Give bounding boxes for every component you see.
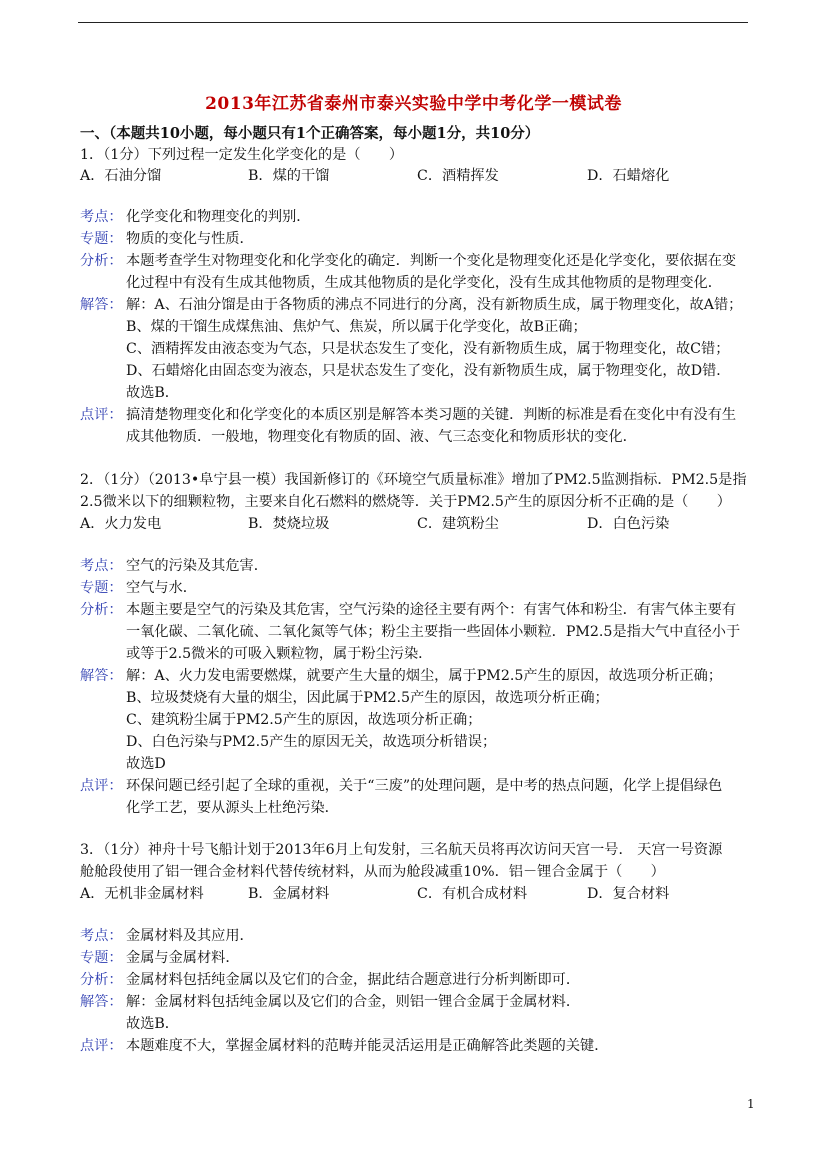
q1-fenxi-line: 化过程中有没有生成其他物质，生成其他物质的是化学变化，没有生成其他物质的是物理变化． <box>126 275 722 291</box>
q1-dianping-line: 成其他物质．一般地，物理变化有物质的固、液、气三态变化和物质形状的变化． <box>126 429 637 445</box>
q3-dianping-label: 点评： <box>80 1038 123 1054</box>
q3-kaodian-label: 考点： <box>80 928 123 944</box>
section-header: 一、（本题共10小题，每小题只有1个正确答案，每小题1分，共10分） <box>80 125 540 142</box>
q3-option-a: A．无机非金属材料 <box>80 886 204 902</box>
q2-jieda-line: C、建筑粉尘属于PM2.5产生的原因，故选项分析正确； <box>126 712 482 728</box>
q3-jieda-line: 解：金属材料包括纯金属以及它们的合金，则铝一锂合金属于金属材料． <box>126 994 581 1010</box>
q1-jieda-line: 解：A、石油分馏是由于各物质的沸点不同进行的分离，没有新物质生成，属于物理变化，故A错； <box>126 297 743 313</box>
q3-kaodian-text: 金属材料及其应用． <box>126 928 254 944</box>
q3-dianping-line: 本题难度不大，掌握金属材料的范畴并能灵活运用是正确解答此类题的关键． <box>126 1038 609 1054</box>
q2-stem-line: 2.5微米以下的细颗粒物，主要来自化石燃料的燃烧等．关于PM2.5产生的原因分析不正确的是（ ） <box>80 494 731 510</box>
q1-option-c: C．酒精挥发 <box>417 168 499 184</box>
q1-fenxi-label: 分析： <box>80 253 123 269</box>
q2-kaodian-text: 空气的污染及其危害． <box>126 558 268 574</box>
q3-jieda-line: 故选B． <box>126 1016 179 1032</box>
q2-jieda-line: 解：A、火力发电需要燃煤，就要产生大量的烟尘，属于PM2.5产生的原因，故选项分析正确； <box>126 668 723 684</box>
page-number: 1 <box>747 1097 755 1111</box>
q1-option-d: D．石蜡熔化 <box>587 168 670 184</box>
q3-fenxi-line: 金属材料包括纯金属以及它们的合金，据此结合题意进行分析判断即可． <box>126 972 581 988</box>
q1-fenxi-line: 本题考查学生对物理变化和化学变化的确定．判断一个变化是物理变化还是化学变化，要依据在变 <box>126 253 737 269</box>
q1-jieda-label: 解答： <box>80 297 123 313</box>
q1-stem: 1．（1分）下列过程一定发生化学变化的是（ ） <box>80 147 404 163</box>
q1-option-a: A．石油分馏 <box>80 168 162 184</box>
q2-jieda-line: D、白色污染与PM2.5产生的原因无关，故选项分析错误； <box>126 734 497 750</box>
q1-zhuanti-text: 物质的变化与性质． <box>126 231 254 247</box>
q2-kaodian-label: 考点： <box>80 558 123 574</box>
q2-option-a: A．火力发电 <box>80 516 162 532</box>
q2-dianping-label: 点评： <box>80 778 123 794</box>
q1-kaodian-label: 考点： <box>80 209 123 225</box>
page-title: 2013年江苏省泰州市泰兴实验中学中考化学一模试卷 <box>205 94 622 114</box>
q3-stem-line: 3．（1分）神舟十号飞船计划于2013年6月上旬发射，三名航天员将再次访问天宫一号． 天宫一号资源 <box>80 842 723 858</box>
q3-fenxi-label: 分析： <box>80 972 123 988</box>
q1-dianping-line: 搞清楚物理变化和化学变化的本质区别是解答本类习题的关键．判断的标准是看在变化中有没有生 <box>126 407 737 423</box>
q1-dianping-label: 点评： <box>80 407 123 423</box>
q2-zhuanti-text: 空气与水． <box>126 580 197 596</box>
q2-fenxi-line: 本题主要是空气的污染及其危害，空气污染的途径主要有两个：有害气体和粉尘．有害气体主要有 <box>126 602 737 618</box>
q2-dianping-line: 环保问题已经引起了全球的重视，关于“三废”的处理问题，是中考的热点问题，化学上提倡绿色 <box>126 778 723 794</box>
q2-option-d: D．白色污染 <box>587 516 670 532</box>
q1-jieda-line: B、煤的干馏生成煤焦油、焦炉气、焦炭，所以属于化学变化，故B正确； <box>126 319 587 335</box>
q2-dianping-line: 化学工艺，要从源头上杜绝污染． <box>126 800 339 816</box>
q2-option-b: B．焚烧垃圾 <box>248 516 330 532</box>
q1-zhuanti-label: 专题： <box>80 231 123 247</box>
q3-option-c: C．有机合成材料 <box>417 886 528 902</box>
q3-zhuanti-label: 专题： <box>80 950 123 966</box>
q2-fenxi-line: 或等于2.5微米的可吸入颗粒物，属于粉尘污染． <box>126 646 433 662</box>
q3-stem-line: 舱舱段使用了铝一锂合金材料代替传统材料，从而为舱段减重10%．铝－锂合金属于（ ） <box>80 864 665 880</box>
q1-jieda-line: 故选B． <box>126 385 179 401</box>
header-rule <box>78 22 748 23</box>
q3-jieda-label: 解答： <box>80 994 123 1010</box>
q1-jieda-line: C、酒精挥发由液态变为气态，只是状态发生了变化，没有新物质生成，属于物理变化，故C错； <box>126 341 730 357</box>
q2-option-c: C．建筑粉尘 <box>417 516 499 532</box>
q1-jieda-line: D、石蜡熔化由固态变为液态，只是状态发生了变化，没有新物质生成，属于物理变化，故D错． <box>126 363 731 379</box>
q3-zhuanti-text: 金属与金属材料． <box>126 950 240 966</box>
q3-option-b: B．金属材料 <box>248 886 330 902</box>
q2-fenxi-line: 一氧化碳、二氧化硫、二氧化氮等气体；粉尘主要指一些固体小颗粒．PM2.5是指大气中直径小于 <box>126 624 741 640</box>
q2-fenxi-label: 分析： <box>80 602 123 618</box>
q1-kaodian-text: 化学变化和物理变化的判别． <box>126 209 311 225</box>
q2-zhuanti-label: 专题： <box>80 580 123 596</box>
q2-jieda-line: B、垃圾焚烧有大量的烟尘，因此属于PM2.5产生的原因，故选项分析正确； <box>126 690 609 706</box>
q2-jieda-line: 故选D <box>126 756 166 772</box>
q3-option-d: D．复合材料 <box>587 886 670 902</box>
q2-stem-line: 2．（1分）（2013•阜宁县一模）我国新修订的《环境空气质量标准》增加了PM2.5监测指标．PM2.5是指 <box>80 472 747 488</box>
q1-option-b: B．煤的干馏 <box>248 168 330 184</box>
q2-jieda-label: 解答： <box>80 668 123 684</box>
